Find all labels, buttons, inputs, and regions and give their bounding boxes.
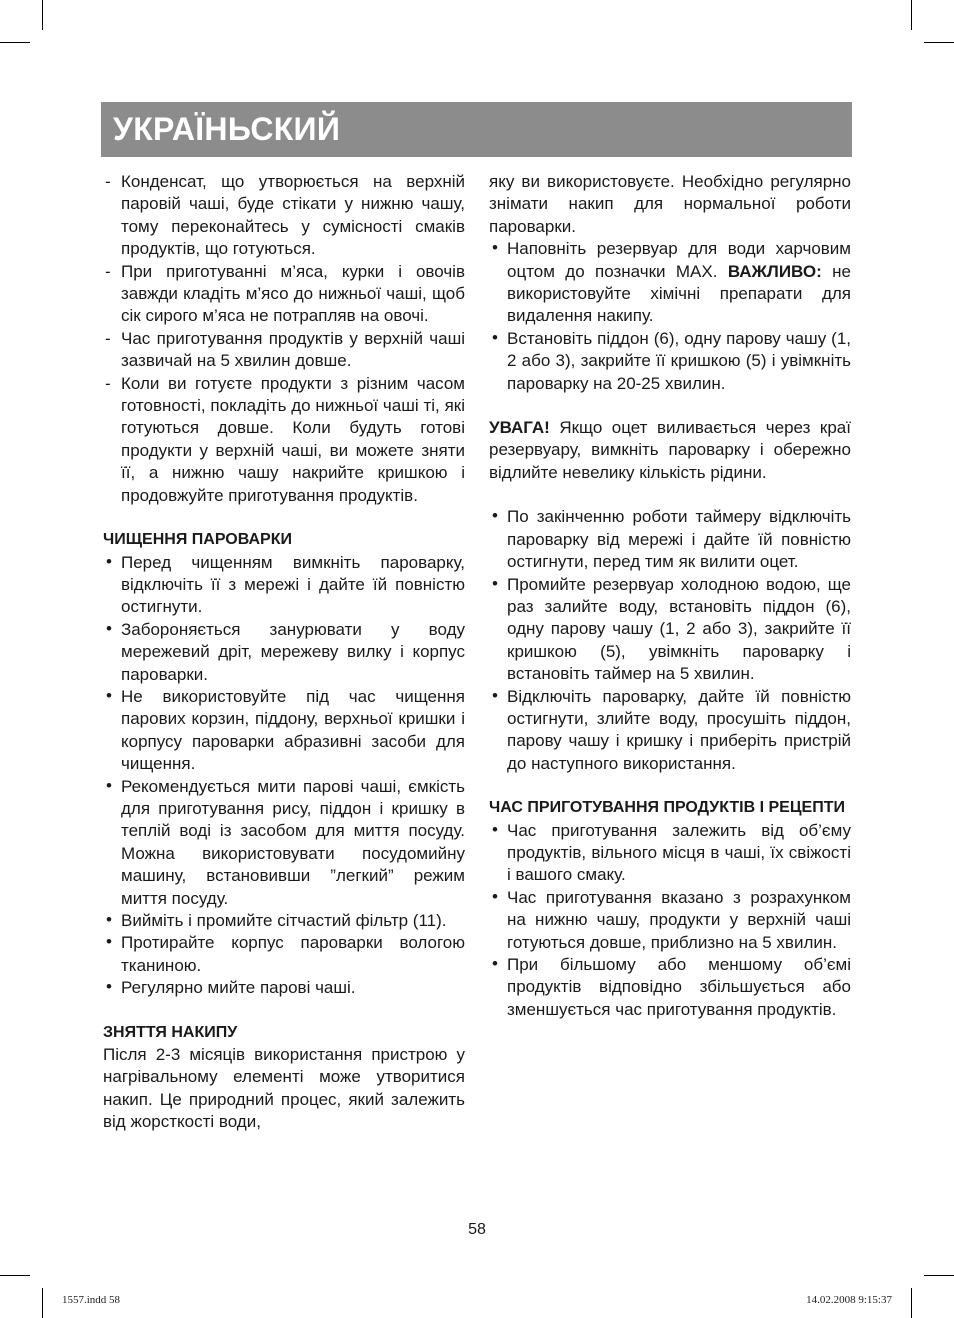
descale-list: [489, 238, 851, 395]
crop-mark: [42, 1288, 43, 1318]
list-item: • Забороняється занурювати у воду мережевий дріт, мережеву вилку і корпус пароварки.: [106, 618, 465, 684]
warning-paragraph: УВАГА! Якщо оцет виливається через краї резервуару, вимкніть пароварку і обережно відлийте невелику кількість рідини.: [489, 418, 851, 482]
list-item: • Перед чищенням вимкніть пароварку, відключіть її з мережі і дайте їй повністю остигнути.: [106, 551, 465, 617]
list-item: • Рекомендується мити парові чаші, ємкість для приготування рису, піддон і кришку в теплій воді із засобом для миття посуду. Можна використовувати посудомийну машину, встановивши ”легкий” режим миття посуду.: [106, 775, 465, 908]
page-number: 58: [468, 1221, 486, 1238]
page-title: УКРАЇНЬСКИЙ: [113, 111, 341, 147]
recipes-list: [489, 820, 851, 1022]
list-item: • Промийте резервуар холодною водою, ще раз залийте воду, встановіть піддон (6), одну парову чашу (1, 2 або 3), закрийте її кришкою (5), увімкніть пароварку і встановіть таймер на 5 хвилин.: [492, 573, 851, 684]
crop-mark: [42, 0, 43, 30]
after-descale-list: [489, 506, 851, 775]
list-item: • Регулярно мийте парові чаші.: [106, 977, 356, 998]
intro-list: [103, 171, 465, 507]
important-label: ВАЖЛИВО:: [727, 261, 822, 281]
descale-paragraph: Після 2-3 місяців використання пристрою у нагрівальному елементі може утворитися накип. Це природний процес, який залежить від жорсткості води,: [103, 1045, 465, 1132]
recipes-heading: ЧАС ПРИГОТУВАННЯ ПРОДУКТІВ І РЕЦЕПТИ: [489, 799, 845, 817]
crop-mark: [911, 0, 912, 30]
list-item: • Наповніть резервуар для води харчовим оцтом до позначки MAX. ВАЖЛИВО: не використовуйте хімічні препарати для видалення накипу.: [492, 238, 851, 326]
list-item: • При більшому або меншому об’ємі продуктів відповідно збільшується або зменшується час приготування продуктів.: [492, 954, 851, 1019]
list-item: • Час приготування залежить від об’єму продуктів, вільного місця в чаші, їх свіжості і вашого смаку.: [492, 819, 851, 885]
list-item: • Не використовуйте під час чищення парових корзин, піддону, верхньої кришки і корпусу пароварки абразивні засоби для чищення.: [106, 685, 465, 774]
language-banner: [101, 102, 852, 157]
crop-mark: [0, 1275, 30, 1276]
list-item: • Вийміть і промийте сітчастий фільтр (11).: [106, 910, 447, 930]
descale-paragraph-continued: яку ви використовуєте. Необхідно регулярно знімати накип для нормальної роботи пароварки.: [489, 172, 851, 236]
list-item: • Протирайте корпус пароварки вологою тканиною.: [106, 932, 465, 975]
crop-mark: [911, 1288, 912, 1318]
list-item: • Встановіть піддон (6), одну парову чашу (1, 2 або 3), закрийте її кришкою (5) і увімкніть пароварку на 20-25 хвилин.: [492, 327, 851, 393]
footer-file: 1557.indd 58: [62, 1294, 121, 1306]
footer-timestamp: 14.02.2008 9:15:37: [806, 1294, 892, 1306]
list-item: • Час приготування вказано з розрахунком на нижню чашу, продукти у верхній чаші готуються довше, приблизно на 5 хвилин.: [492, 886, 851, 952]
crop-mark: [924, 42, 954, 43]
list-item: - Конденсат, що утворюється на верхній паровій чаші, буде стікати у нижню чашу, тому переконайтесь у сумісності смаків продуктів, що готуються.: [105, 172, 465, 259]
list-item: - Коли ви готуєте продукти з різним часом готовності, покладіть до нижньої чаші ті, які готуються довше. Коли будуть готові продукти у верхній чаші, ви можете зняти її, а нижню чашу накрийте кришкою і продовжуйте приготування продуктів.: [105, 373, 465, 505]
warning-label: УВАГА!: [489, 418, 550, 438]
right-column: [489, 171, 851, 1021]
crop-mark: [0, 42, 30, 43]
list-item: • Відключіть пароварку, дайте їй повністю остигнути, злийте воду, просушіть піддон, парову чашу і кришку і приберіть пристрій до наступного використання.: [492, 685, 851, 773]
list-item: - При приготуванні м’яса, курки і овочів завжди кладіть м’ясо до нижньої чаші, щоб сік сирого м’яса не потрапляв на овочі.: [105, 261, 465, 326]
left-column: [103, 171, 465, 1134]
cleaning-list: [103, 552, 465, 1000]
crop-mark: [924, 1275, 954, 1276]
descale-heading: ЗНЯТТЯ НАКИПУ: [103, 1023, 238, 1041]
list-item: • По закінченню роботи таймеру відключіть пароварку від мережі і дайте їй повністю остигнути, перед тим як вилити оцет.: [492, 506, 851, 572]
cleaning-heading: ЧИЩЕННЯ ПАРОВАРКИ: [103, 531, 292, 549]
list-item: - Час приготування продуктів у верхній чаші зазвичай на 5 хвилин довше.: [105, 328, 465, 371]
